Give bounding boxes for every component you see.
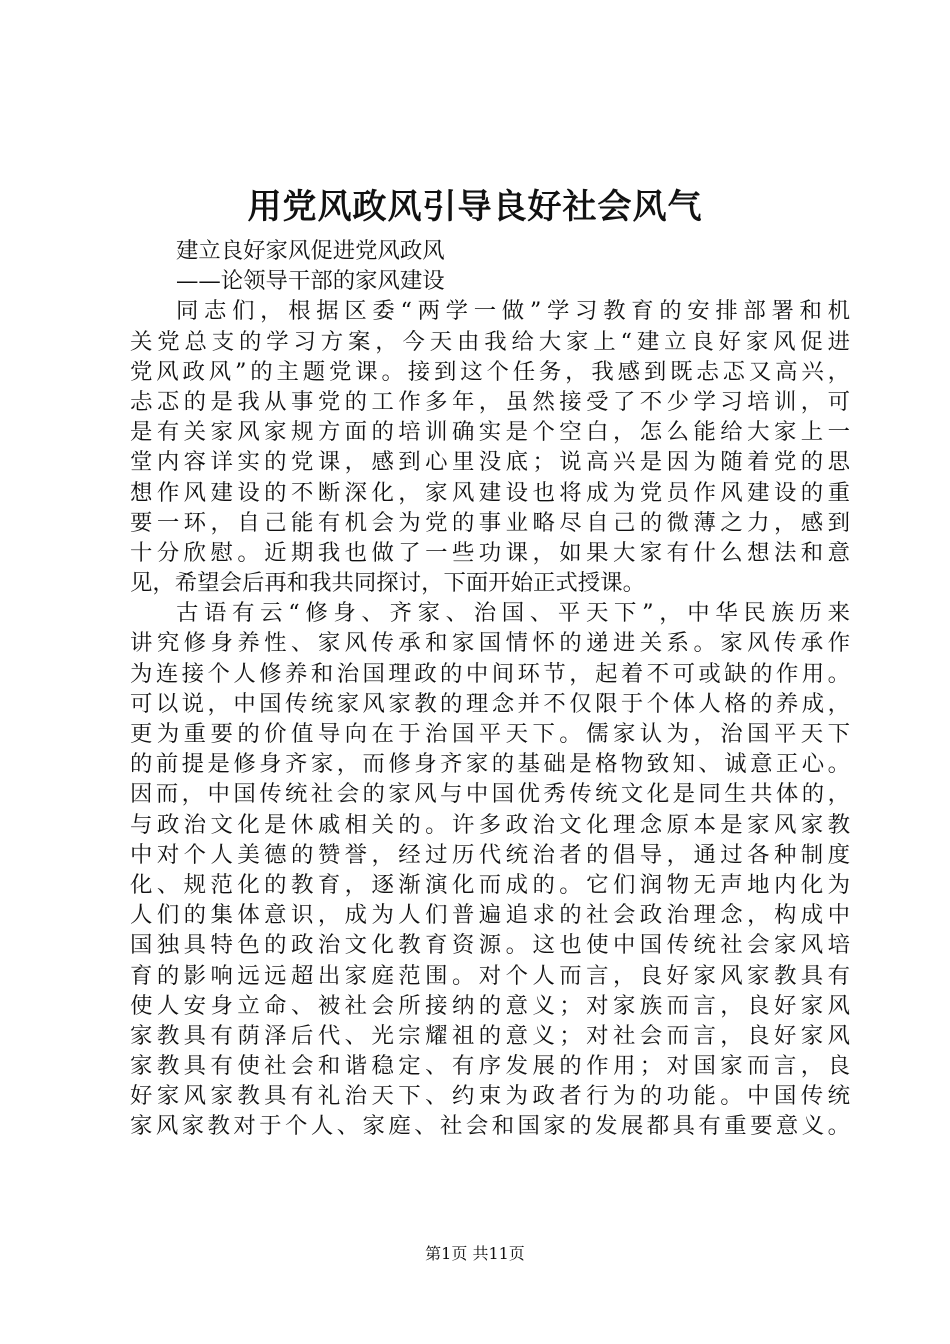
- page-number-footer: 第1页 共11页: [425, 1244, 525, 1263]
- paragraph-line: 是有关家风家规方面的培训确实是个空白，怎么能给大家上一: [130, 419, 850, 446]
- paragraph-line: 的前提是修身齐家，而修身齐家的基础是格物致知、诚意正心。: [130, 751, 850, 778]
- paragraph-line: 古语有云“修身、齐家、治国、平天下”，中华民族历来: [176, 600, 850, 627]
- paragraph-1: [130, 296, 850, 598]
- paragraph-2: [130, 598, 850, 1141]
- paragraph-line: 要一环，自己能有机会为党的事业略尽自己的微薄之力，感到: [130, 509, 850, 536]
- paragraph-line: 为连接个人修养和治国理政的中间环节，起着不可或缺的作用。: [130, 660, 850, 687]
- document-title: 用党风政风引导良好社会风气: [247, 187, 703, 227]
- paragraph-line: 关党总支的学习方案，今天由我给大家上“建立良好家风促进: [130, 328, 850, 355]
- paragraph-line: 育的影响远远超出家庭范围。对个人而言，良好家风家教具有: [130, 962, 850, 989]
- paragraph-line: 见，希望会后再和我共同探讨，下面开始正式授课。: [130, 570, 645, 597]
- paragraph-line: 国独具特色的政治文化教育资源。这也使中国传统社会家风培: [130, 932, 850, 959]
- paragraph-line: 可以说，中国传统家风家教的理念并不仅限于个体人格的养成，: [130, 690, 850, 717]
- paragraph-line: 党风政风”的主题党课。接到这个任务，我感到既忐忑又高兴，: [130, 358, 850, 385]
- paragraph-line: 同志们，根据区委“两学一做”学习教育的安排部署和机: [176, 298, 850, 325]
- document-body: [130, 236, 850, 1142]
- paragraph-line: 家教具有荫泽后代、光宗耀祖的意义；对社会而言，良好家风: [130, 1022, 850, 1049]
- paragraph-line: 人们的集体意识，成为人们普遍追求的社会政治理念，构成中: [130, 902, 850, 929]
- paragraph-line: 十分欣慰。近期我也做了一些功课，如果大家有什么想法和意: [130, 539, 850, 566]
- paragraph-line: 化、规范化的教育，逐渐演化而成的。它们润物无声地内化为: [130, 871, 850, 898]
- paragraph-line: 家教具有使社会和谐稳定、有序发展的作用；对国家而言，良: [130, 1053, 850, 1080]
- paragraph-line: 更为重要的价值导向在于治国平天下。儒家认为，治国平天下: [130, 721, 850, 747]
- paragraph-line: 好家风家教具有礼治天下、约束为政者行为的功能。中国传统: [130, 1083, 850, 1110]
- paragraph-line: 与政治文化是休戚相关的。许多政治文化理念原本是家风家教: [130, 811, 850, 838]
- paragraph-line: 家风家教对于个人、家庭、社会和国家的发展都具有重要意义。: [130, 1113, 850, 1140]
- subtitle-line-1: 建立良好家风促进党风政风: [176, 238, 445, 264]
- subtitle-line-2: ——论领导干部的家风建设: [176, 268, 445, 295]
- paragraph-line: 堂内容详实的党课，感到心里没底；说高兴是因为随着党的思: [130, 449, 850, 476]
- paragraph-line: 讲究修身养性、家风传承和家国情怀的递进关系。家风传承作: [130, 630, 850, 657]
- paragraph-line: 使人安身立命、被社会所接纳的意义；对家族而言，良好家风: [130, 992, 850, 1019]
- paragraph-line: 中对个人美德的赞誉，经过历代统治者的倡导，通过各种制度: [130, 841, 850, 868]
- paragraph-line: 想作风建设的不断深化，家风建设也将成为党员作风建设的重: [130, 479, 850, 506]
- paragraph-line: 因而，中国传统社会的家风与中国优秀传统文化是同生共体的，: [130, 781, 850, 808]
- paragraph-line: 忐忑的是我从事党的工作多年，虽然接受了不少学习培训，可: [130, 388, 850, 415]
